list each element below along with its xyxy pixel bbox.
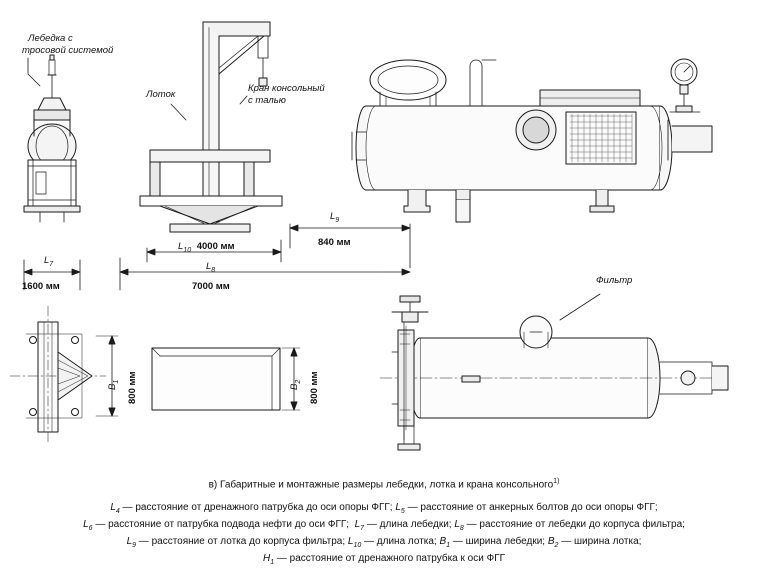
filter-vessel-top-view — [352, 59, 712, 222]
annotation-filter: Фильтр — [596, 275, 633, 286]
dimension-L7-value: 1600 мм — [22, 281, 60, 292]
dimension-L7-symbol: $L_7$ — [44, 255, 54, 268]
annotation-winch-line2: тросовой системой — [22, 45, 114, 56]
winch-front-view — [10, 306, 118, 444]
legend-line-3: $L_9$ — расстояние от лотка до корпуса фильтра; $L_{10}$ — длина лотка; $B_1$ — ширина лебедки; $B_2$ — ширина лотка; — [126, 536, 642, 549]
dimension-B1-symbol: $B_1$ — [107, 379, 120, 390]
dimension-L8-symbol: $L_8$ — [206, 261, 216, 274]
tray-front-view — [152, 348, 300, 410]
dimension-L8-value: 7000 мм — [192, 281, 230, 292]
winch-assembly — [24, 55, 80, 222]
annotation-winch-line1: Лебедка с — [28, 33, 73, 44]
dimension-B2-value: 800 мм — [309, 371, 320, 404]
legend-line-1: $L_4$ — расстояние от дренажного патрубка до оси опоры ФГГ; $L_5$ — расстояние от анкерных болтов до оси опоры ФГГ; — [110, 502, 658, 515]
annotation-tray: Лоток — [146, 89, 176, 100]
crane-assembly — [140, 22, 282, 232]
dimension-L10: $L_{10}$ 4000 мм — [178, 241, 235, 254]
dimension-B2-symbol: $B_2$ — [289, 379, 302, 390]
figure-caption: в) Габаритные и монтажные размеры лебедки, лотка и крана консольного$^{1)}$ — [208, 478, 560, 491]
filter-vessel-side-view — [380, 294, 728, 450]
dimension-L9-symbol: $L_9$ — [330, 211, 340, 224]
dimension-B1-value: 800 мм — [127, 371, 138, 404]
annotation-crane-line1: Кран консольный — [248, 83, 325, 94]
legend-line-2: $L_6$ — расстояние от патрубка подвода нефти до оси ФГГ; $L_7$ — длина лебедки; $L_8$ — расстояние от лебедки до корпуса фильтра; — [83, 519, 685, 532]
annotation-crane-line2: с талью — [248, 95, 286, 106]
legend-line-4: $H_1$ — расстояние от дренажного патрубка к оси ФГГ — [262, 553, 506, 566]
dimension-L9-value: 840 мм — [318, 237, 351, 248]
